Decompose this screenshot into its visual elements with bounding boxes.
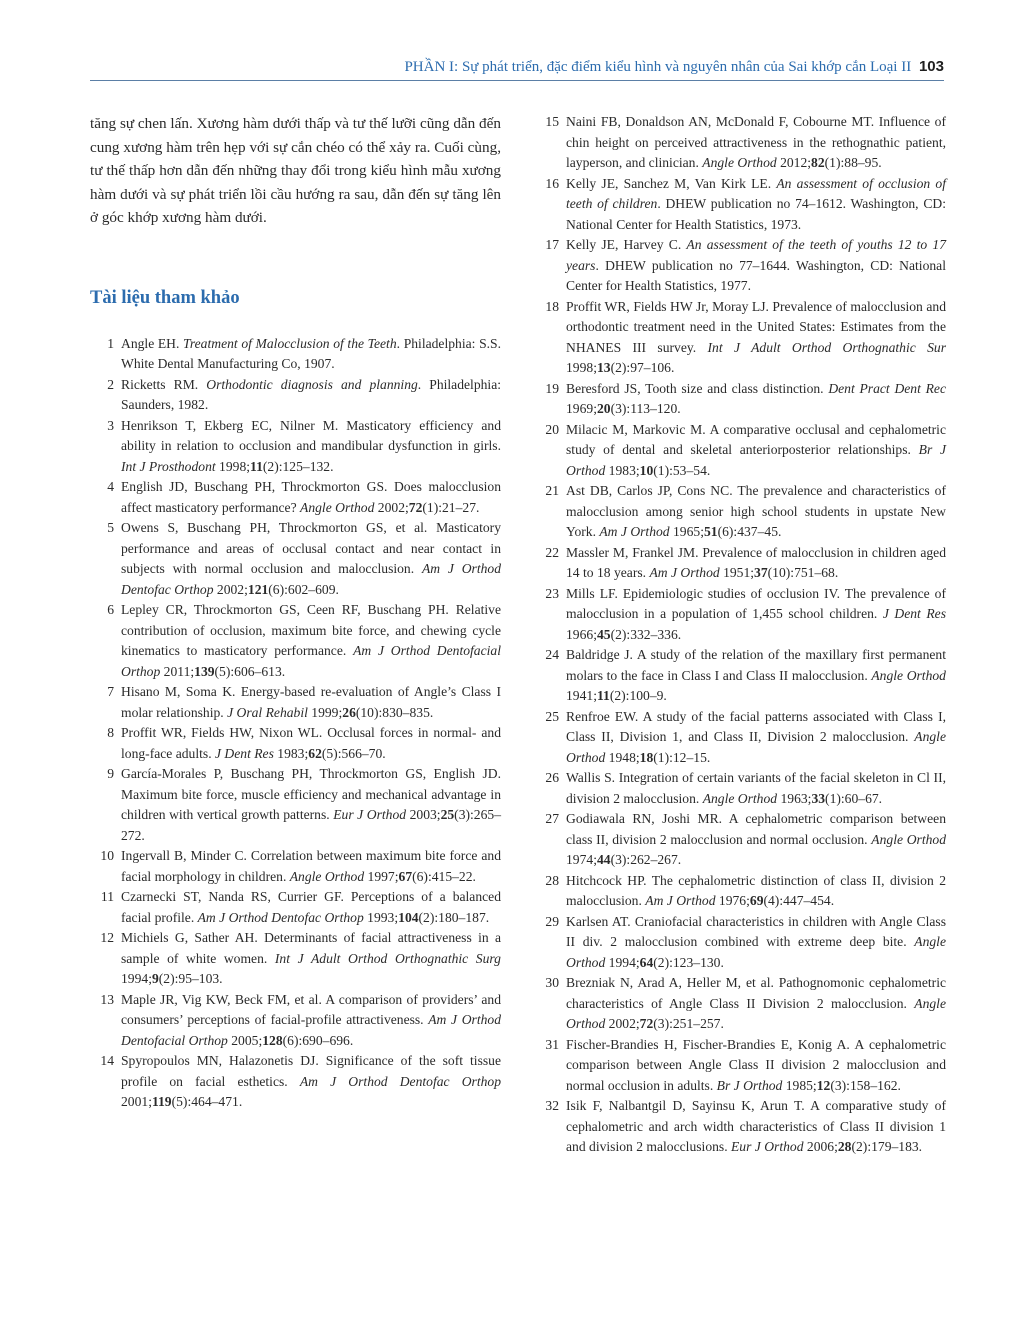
- reference-number: 2: [107, 376, 114, 392]
- reference-item: [535, 973, 946, 1035]
- reference-item: [90, 764, 501, 846]
- reference-item: [535, 297, 946, 379]
- reference-number: 12: [100, 930, 114, 946]
- reference-text: English JD, Buschang PH, Throckmorton GS. Does malocclusion affect masticatory performance? Angle Orthod 2002;72(1):21–27.: [121, 479, 501, 515]
- reference-item: [535, 871, 946, 912]
- reference-item: [535, 645, 946, 707]
- running-title: PHẦN I: Sự phát triển, đặc điểm kiểu hình và nguyên nhân của Sai khớp cắn Loại II: [404, 59, 912, 75]
- reference-item: [535, 707, 946, 769]
- reference-number: 21: [545, 483, 559, 498]
- reference-text: Lepley CR, Throckmorton GS, Ceen RF, Buschang PH. Relative contribution of occlusion, maximum bite force, and chewing cycle kinematics to masticatory performance. Am J Orthod Dentofacial Orthop 2011;139(5):606–613.: [121, 602, 501, 679]
- reference-text: Karlsen AT. Craniofacial characteristics in children with Angle Class II div. 2 malocclusion combined with extreme deep bite. Angle Orthod 1994;64(2):123–130.: [566, 913, 946, 970]
- reference-item: [535, 1096, 946, 1158]
- reference-text: Maple JR, Vig KW, Beck FM, et al. A comparison of providers’ and consumers’ perceptions of facial-profile attractiveness. Am J Orthod Dentofacial Orthop 2005;128(6):690–696.: [121, 991, 501, 1048]
- reference-text: Milacic M, Markovic M. A comparative occlusal and cephalometric study of dental and skeletal anteriorposterior relationships. Br J Orthod 1983;10(1):53–54.: [566, 421, 947, 478]
- reference-text: Fischer-Brandies H, Fischer-Brandies E, Konig A. A cephalometric comparison between Angle Class II division 2 malocclusion and normal occlusion in adults. Br J Orthod 1985;12(3):158–162.: [566, 1036, 946, 1093]
- running-header: [90, 58, 944, 80]
- reference-text: Naini FB, Donaldson AN, McDonald F, Cobourne MT. Influence of chin height on perceived attractiveness in the rethognathic patient, layperson, and clinician. Angle Orthod 2012;82(1):88–95.: [566, 114, 946, 170]
- reference-number: 14: [100, 1053, 114, 1069]
- reference-number: 11: [100, 889, 114, 905]
- reference-number: 19: [545, 380, 559, 396]
- reference-text: Kelly JE, Sanchez M, Van Kirk LE. An assessment of occlusion of teeth of children. DHEW publication no 74–1612. Washington, CD: National Center for Health Statistics, 1973.: [566, 175, 946, 232]
- header-rule: [90, 80, 944, 81]
- reference-number: 20: [545, 421, 559, 437]
- reference-item: [535, 1035, 946, 1097]
- reference-text: Owens S, Buschang PH, Throckmorton GS, et al. Masticatory performance and areas of occlusal contact and near contact in subjects with normal occlusion and malocclusion. Am J Orthod Dentofac Orthop 2002;121(6):602–609.: [121, 520, 501, 597]
- reference-text: Massler M, Frankel JM. Prevalence of malocclusion in children aged 14 to 18 years. Am J Orthod 1951;37(10):751–68.: [566, 544, 946, 580]
- reference-text: Renfroe EW. A study of the facial patterns associated with Class I, Class II, Division 1, and Class II, Division 2 malocclusion. Angle Orthod 1948;18(1):12–15.: [566, 708, 946, 765]
- reference-number: 8: [107, 725, 114, 741]
- reference-item: [535, 235, 946, 297]
- reference-text: Brezniak N, Arad A, Heller M, et al. Pathognomonic cephalometric characteristics of Angle Class II Division 2 malocclusion. Angle Orthod 2002;72(3):251–257.: [566, 975, 946, 1031]
- reference-number: 24: [545, 647, 559, 662]
- reference-number: 26: [545, 770, 559, 785]
- reference-item: [90, 600, 501, 682]
- reference-number: 23: [545, 585, 559, 601]
- reference-text: Godiawala RN, Joshi MR. A cephalometric comparison between class II, division 2 malocclusion and normal occlusion. Angle Orthod 1974;44(3):262–267.: [566, 811, 946, 867]
- reference-item: [90, 990, 501, 1052]
- reference-text: Hisano M, Soma K. Energy-based re-evaluation of Angle’s Class I molar relationship. J Oral Rehabil 1999;26(10):830–835.: [121, 684, 501, 720]
- reference-text: Proffit WR, Fields HW Jr, Moray LJ. Prevalence of malocclusion and orthodontic treatment need in the United States: Estimates from the NHANES III survey. Int J Adult Orthod Orthognathic Sur 1998;13(2):97–106.: [566, 298, 946, 375]
- reference-item: [90, 477, 501, 518]
- reference-text: Czarnecki ST, Nanda RS, Currier GF. Perceptions of a balanced facial profile. Am J Orthod Dentofac Orthop 1993;104(2):180–187.: [121, 889, 501, 925]
- reference-text: García-Morales P, Buschang PH, Throckmorton GS, English JD. Maximum bite force, muscle efficiency and mechanical advantage in children with vertical growth patterns. Eur J Orthod 2003;25(3):265–272.: [121, 766, 501, 843]
- reference-item: [535, 768, 946, 809]
- reference-text: Ingervall B, Minder C. Correlation between maximum bite force and facial morphology in children. Angle Orthod 1997;67(6):415–22.: [121, 848, 501, 884]
- reference-list-right: [535, 112, 946, 1158]
- reference-item: [90, 682, 501, 723]
- reference-text: Ricketts RM. Orthodontic diagnosis and planning. Philadelphia: Saunders, 1982.: [121, 376, 502, 413]
- reference-item: [90, 846, 501, 887]
- reference-item: [535, 809, 946, 871]
- reference-item: [90, 723, 501, 764]
- reference-number: 30: [545, 975, 559, 990]
- reference-number: 6: [107, 602, 114, 618]
- reference-number: 32: [545, 1098, 559, 1113]
- reference-number: 25: [545, 708, 559, 724]
- reference-list-left: [90, 334, 501, 1113]
- reference-text: Spyropoulos MN, Halazonetis DJ. Significance of the soft tissue profile on facial esthetics. Am J Orthod Dentofac Orthop 2001;119(5):464–471.: [121, 1053, 501, 1110]
- reference-text: Isik F, Nalbantgil D, Sayinsu K, Arun T. A comparative study of cephalometric and arch width characteristics of Class II division 1 and division 2 malocclusions. Eur J Orthod 2006;28(2):179–183.: [566, 1098, 946, 1154]
- reference-number: 22: [545, 544, 559, 560]
- reference-text: Ast DB, Carlos JP, Cons NC. The prevalence and characteristics of malocclusion among senior high school students in upstate New York. Am J Orthod 1965;51(6):437–45.: [566, 483, 946, 539]
- reference-item: [535, 420, 946, 482]
- reference-text: Henrikson T, Ekberg EC, Nilner M. Masticatory efficiency and ability in relation to occlusion and mandibular dysfunction in girls. Int J Prosthodont 1998;11(2):125–132.: [121, 417, 501, 474]
- reference-number: 31: [545, 1036, 559, 1052]
- reference-text: Beresford JS, Tooth size and class distinction. Dent Pract Dent Rec 1969;20(3):113–120.: [566, 380, 946, 416]
- reference-number: 18: [545, 298, 559, 314]
- reference-number: 29: [545, 913, 559, 929]
- reference-number: 7: [107, 684, 114, 700]
- reference-item: [535, 379, 946, 420]
- reference-text: Kelly JE, Harvey C. An assessment of the teeth of youths 12 to 17 years. DHEW publication no 77–1644. Washington, CD: National Center for Health Statistics, 1977.: [566, 237, 946, 293]
- reference-number: 5: [107, 520, 114, 536]
- reference-item: [535, 174, 946, 236]
- section-title: Tài liệu tham khảo: [90, 287, 240, 308]
- reference-text: Hitchcock HP. The cephalometric distinction of class II, division 2 malocclusion. Am J Orthod 1976;69(4):447–454.: [566, 872, 946, 908]
- reference-number: 4: [107, 479, 114, 495]
- reference-item: [90, 416, 501, 478]
- reference-item: [535, 112, 946, 174]
- reference-number: 17: [545, 237, 559, 252]
- reference-text: Wallis S. Integration of certain variants of the facial skeleton in Cl II, division 2 malocclusion. Angle Orthod 1963;33(1):60–67.: [566, 770, 946, 806]
- reference-text: Angle EH. Treatment of Malocclusion of the Teeth. Philadelphia: S.S. White Dental Manufacturing Co, 1907.: [121, 335, 501, 372]
- reference-number: 27: [545, 811, 559, 826]
- reference-item: [535, 543, 946, 584]
- reference-item: [535, 912, 946, 974]
- reference-number: 16: [545, 175, 559, 191]
- intro-paragraph: tăng sự chen lấn. Xương hàm dưới thấp và tư thế lưỡi cũng dẫn đến cung xương hàm trên hẹp với sự cắn chéo có thể xảy ra. Cuối cùng, tư thế thấp hơn dẫn đến những thay đổi trong kiểu hình mẫu xương hàm dưới và sự phát triển lồi cầu hướng ra sau, dẫn đến sự tăng lên ở góc khớp xương hàm dưới.: [90, 115, 501, 227]
- reference-text: Michiels G, Sather AH. Determinants of facial attractiveness in a sample of white women. Int J Adult Orthod Orthognathic Surg 1994;9(2):95–103.: [121, 930, 501, 987]
- reference-number: 15: [545, 114, 559, 129]
- reference-item: [535, 481, 946, 543]
- reference-text: Baldridge J. A study of the relation of the maxillary first permanent molars to the face in Class I and Class II malocclusion. Angle Orthod 1941;11(2):100–9.: [566, 647, 946, 703]
- reference-number: 10: [100, 848, 114, 864]
- left-column: [90, 112, 501, 1113]
- right-column: [535, 112, 946, 1158]
- page-number: 103: [918, 58, 944, 75]
- reference-number: 13: [100, 991, 114, 1007]
- reference-item: [535, 584, 946, 646]
- reference-number: 9: [107, 766, 114, 782]
- reference-text: Mills LF. Epidemiologic studies of occlusion IV. The prevalence of malocclusion in a population of 1,455 school children. J Dent Res 1966;45(2):332–336.: [566, 585, 946, 642]
- reference-number: 28: [545, 872, 559, 888]
- reference-number: 3: [107, 417, 114, 433]
- reference-number: 1: [107, 335, 114, 351]
- reference-item: [90, 887, 501, 928]
- reference-item: [90, 518, 501, 600]
- reference-item: [90, 334, 501, 375]
- reference-item: [90, 1051, 501, 1113]
- reference-item: [90, 928, 501, 990]
- reference-text: Proffit WR, Fields HW, Nixon WL. Occlusal forces in normal- and long-face adults. J Dent Res 1983;62(5):566–70.: [121, 725, 501, 761]
- reference-item: [90, 375, 501, 416]
